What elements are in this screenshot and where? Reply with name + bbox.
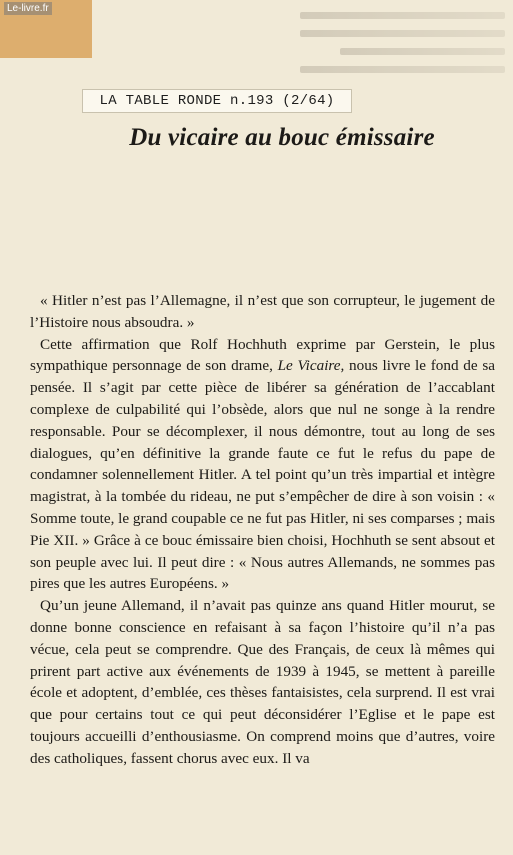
bleed-through-line xyxy=(300,30,505,37)
paragraph xyxy=(30,334,495,596)
text-segment: « Hitler n’est pas l’Allemagne, il n’est que son corrupteur, le jugement de l’Histoire nous absoudra. » xyxy=(30,292,495,331)
paragraph xyxy=(30,290,495,334)
bleed-through-line xyxy=(340,48,505,55)
bleed-through-line xyxy=(300,12,505,19)
text-segment: Qu’un jeune Allemand, il n’avait pas quinze ans quand Hitler mourut, se donne bonne conscience en refaisant à sa façon l’histoire qu’il n’a pas vécue, cela peut se comprendre. Que des Français, de ceux là mêmes qui prirent part active aux événements de 1939 à 1945, se mettent à pareille école et adoptent, d’emblée, ces thèses fantaisistes, cela surprend. Il est vrai que pour certains tout ce qui peut déconsidérer l’Eglise et le pape est toujours accueilli d’enthousiasme. On comprend moins que d’autres, voire des catholiques, fassent chorus avec eux. Il va xyxy=(30,597,495,767)
paragraph xyxy=(30,595,495,769)
italic-title-ref: Le Vicaire, xyxy=(277,357,345,375)
bleed-through-line xyxy=(300,66,505,73)
page-title: Du vicaire au bouc émissaire xyxy=(129,124,435,151)
watermark: Le-livre.fr xyxy=(4,2,52,15)
text-segment: nous livre le fond de sa pensée. Il s’agit par cette pièce de libérer sa génération de l’accablant complexe de culpabilité qui l’obsède, alors que nul ne songe à la rendre responsable. Pour se décomplexer, il nous démontre, tout au long de ses dialogues, qu’en définitive la grande faute ce fut le refus du pape de condamner solennellement Hitler. A tel point qu’un très impartial et intègre magistrat, à la tombée du rideau, ne put s’empêcher de dire à son voisin : « Somme toute, le grand coupable ce ne fut pas Hitler, ni ses comparses ; mais Pie XII. » Grâce à ce bouc émissaire bien choisi, Hochhuth se sent absout et son peuple avec lui. Il peut dire : « Nous autres Allemands, ne sommes pas pires que les autres Européens. » xyxy=(30,357,496,593)
body-text xyxy=(30,290,495,770)
header-label: LA TABLE RONDE n.193 (2/64) xyxy=(82,89,352,113)
text-segment: Cette affirmation que Rolf Hochhuth exprime par Gerstein, le plus sympathique personnage de son drame, xyxy=(30,335,495,375)
